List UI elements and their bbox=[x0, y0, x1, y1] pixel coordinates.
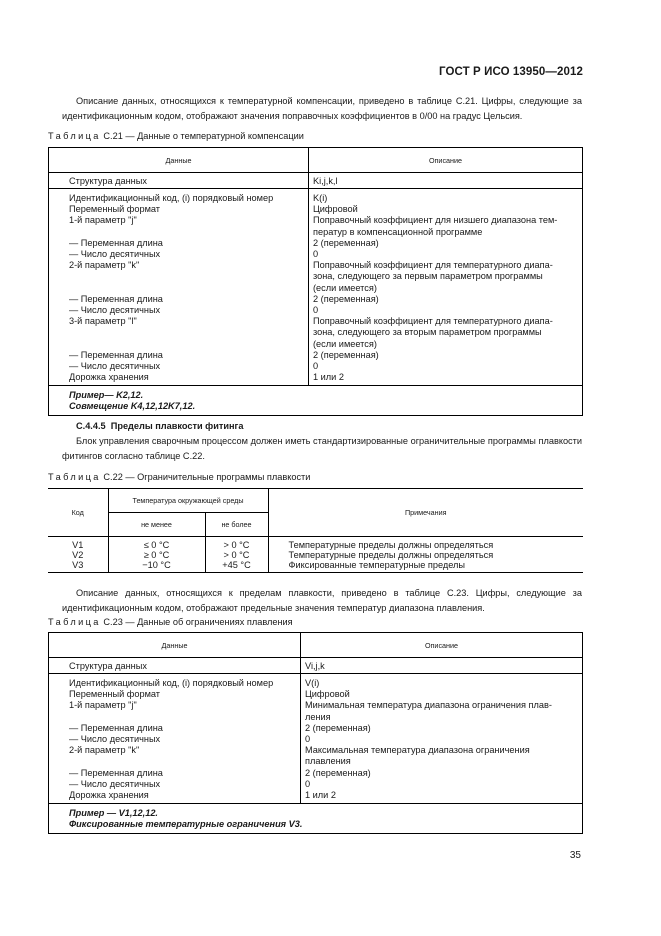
list-item: — Число десятичных bbox=[69, 734, 161, 745]
caption-text: С.21 — Данные о температурной компенсации bbox=[103, 131, 304, 141]
row-code: V1 bbox=[48, 537, 108, 551]
row-code: V2 bbox=[48, 550, 108, 560]
list-item: 0 bbox=[313, 361, 319, 372]
row-note: Температурные пределы должны определяться bbox=[288, 540, 494, 550]
paragraph-text: Блок управления сварочным процессом должен иметь стандартизированные ограничительные программы плавкости фитингов согласно таблице С.22. bbox=[62, 436, 582, 461]
list-item: зона, следующего за вторым параметром программы bbox=[313, 327, 542, 338]
list-item: — Переменная длина bbox=[69, 722, 163, 733]
list-item: 1-й параметр "j" bbox=[69, 700, 137, 711]
example-line: Пример — V1,12,12. bbox=[69, 808, 158, 819]
row-code: V3 bbox=[48, 560, 108, 573]
list-item: (если имеется) bbox=[313, 282, 377, 293]
table-header-data: Данные bbox=[49, 148, 309, 173]
table-c23-caption bbox=[48, 616, 293, 628]
table-header-min: не менее bbox=[108, 513, 205, 537]
row-max: > 0 °С bbox=[205, 537, 268, 551]
list-item: Поправочный коэффициент для температурного диапа- bbox=[313, 316, 553, 327]
list-item: Дорожка хранения bbox=[69, 790, 149, 801]
table-c23-description-column bbox=[301, 674, 583, 804]
list-item: Переменный формат bbox=[69, 689, 161, 700]
table-header-description: Описание bbox=[309, 148, 583, 173]
table-c22-caption bbox=[48, 471, 310, 483]
section-title: Пределы плавкости фитинга bbox=[110, 421, 244, 431]
example-line: Пример— K2,12. bbox=[69, 390, 144, 401]
example-line: Совмещение K4,12,12K7,12. bbox=[69, 401, 196, 412]
caption-label: Таблица bbox=[48, 472, 101, 482]
list-item: K(i) bbox=[313, 193, 328, 203]
list-item: (если имеется) bbox=[313, 338, 377, 349]
list-item: Поправочный коэффициент для низшего диапазона тем- bbox=[313, 215, 558, 226]
list-item: — Переменная длина bbox=[69, 767, 163, 778]
list-item: 2-й параметр "k" bbox=[69, 260, 140, 271]
table-header-description: Описание bbox=[301, 633, 583, 658]
section-paragraph bbox=[62, 434, 582, 463]
list-item: Цифровой bbox=[313, 204, 358, 215]
table-c21-data-column bbox=[49, 189, 309, 386]
list-item: 0 bbox=[305, 778, 311, 789]
row-min: −10 °С bbox=[108, 560, 205, 573]
table-row bbox=[48, 560, 583, 573]
list-item: — Переменная длина bbox=[69, 349, 163, 360]
list-item: 2 (переменная) bbox=[305, 767, 371, 778]
list-item: 1 или 2 bbox=[313, 372, 344, 383]
table-header-code: Код bbox=[48, 489, 108, 537]
list-item: — Число десятичных bbox=[69, 778, 161, 789]
list-item: 0 bbox=[313, 305, 319, 316]
list-item: ператур в компенсационной программе bbox=[313, 226, 483, 237]
list-item: зона, следующего за первым параметром программы bbox=[313, 271, 543, 282]
row-min: ≥ 0 °С bbox=[108, 550, 205, 560]
list-item: — Число десятичных bbox=[69, 305, 161, 316]
list-item: — Число десятичных bbox=[69, 249, 161, 260]
paragraph-text: Описание данных, относящихся к пределам плавкости, приведено в таблице С.23. Цифры, следующие за идентификационным кодом, отображают предельные значения температур диапазона плавления. bbox=[62, 588, 582, 613]
list-item: 2 (переменная) bbox=[313, 349, 379, 360]
list-item: 0 bbox=[313, 249, 319, 260]
list-item: Идентификационный код, (i) порядковый номер bbox=[69, 678, 274, 688]
table-c21 bbox=[48, 147, 583, 416]
row-max: > 0 °С bbox=[205, 550, 268, 560]
list-item: Дорожка хранения bbox=[69, 372, 149, 383]
table-c23 bbox=[48, 632, 583, 834]
paragraph-temperature-compensation bbox=[62, 94, 582, 123]
list-item: Минимальная температура диапазона ограничения плав- bbox=[305, 700, 552, 711]
table-header-temperature: Температура окружающей среды bbox=[108, 489, 268, 513]
section-heading bbox=[76, 421, 243, 431]
list-item: 1 или 2 bbox=[305, 790, 336, 801]
row-note: Фиксированные температурные пределы bbox=[288, 560, 465, 570]
caption-label: Таблица bbox=[48, 131, 101, 141]
page-number: 35 bbox=[569, 850, 581, 861]
paragraph-fusion-limits bbox=[62, 586, 582, 615]
table-row bbox=[48, 537, 583, 551]
list-item: Переменный формат bbox=[69, 204, 161, 215]
structure-value: Ki,j,k,l bbox=[309, 173, 583, 189]
caption-text: С.22 — Ограничительные программы плавкости bbox=[103, 472, 311, 482]
list-item: 0 bbox=[305, 734, 311, 745]
list-item: 2 (переменная) bbox=[313, 293, 379, 304]
list-item: 3-й параметр "l" bbox=[69, 316, 137, 327]
structure-label: Структура данных bbox=[49, 173, 309, 189]
list-item: 1-й параметр "j" bbox=[69, 215, 137, 226]
list-item: Максимальная температура диапазона ограничения bbox=[305, 745, 530, 756]
row-min: ≤ 0 °С bbox=[108, 537, 205, 551]
table-c23-data-column bbox=[49, 674, 301, 804]
table-c21-example bbox=[49, 386, 583, 416]
table-c23-example bbox=[49, 804, 583, 834]
section-number: С.4.4.5 bbox=[76, 421, 106, 431]
structure-value: Vi,j,k bbox=[301, 658, 583, 674]
table-header-notes: Примечания bbox=[268, 489, 583, 537]
list-item: 2-й параметр "k" bbox=[69, 745, 140, 756]
table-row bbox=[48, 550, 583, 560]
table-c21-description-column bbox=[309, 189, 583, 386]
table-header-max: не более bbox=[205, 513, 268, 537]
list-item: Цифровой bbox=[305, 689, 350, 700]
caption-text: С.23 — Данные об ограничениях плавления bbox=[103, 617, 293, 627]
table-c22 bbox=[48, 488, 583, 573]
caption-label: Таблица bbox=[48, 617, 101, 627]
list-item: — Переменная длина bbox=[69, 237, 163, 248]
table-c21-caption bbox=[48, 130, 304, 142]
document-header: ГОСТ Р ИСО 13950—2012 bbox=[438, 66, 583, 78]
table-header-data: Данные bbox=[49, 633, 301, 658]
row-note: Температурные пределы должны определяться bbox=[288, 550, 494, 560]
paragraph-text: Описание данных, относящихся к температурной компенсации, приведено в таблице С.21. Цифры, следующие за идентификационным кодом, отображают значения поправочных коэффициентов в 0/00 на градус Цельсия. bbox=[62, 96, 582, 121]
list-item: — Переменная длина bbox=[69, 293, 163, 304]
list-item: 2 (переменная) bbox=[313, 237, 379, 248]
list-item: Поправочный коэффициент для температурного диапа- bbox=[313, 260, 553, 271]
list-item: — Число десятичных bbox=[69, 361, 161, 372]
list-item: V(i) bbox=[305, 678, 320, 688]
example-line: Фиксированные температурные ограничения V3. bbox=[69, 819, 303, 830]
list-item: Идентификационный код, (i) порядковый номер bbox=[69, 193, 274, 203]
structure-label: Структура данных bbox=[49, 658, 301, 674]
list-item: плавления bbox=[305, 756, 351, 767]
list-item: 2 (переменная) bbox=[305, 722, 371, 733]
row-max: +45 °С bbox=[205, 560, 268, 573]
list-item: ления bbox=[305, 711, 331, 722]
